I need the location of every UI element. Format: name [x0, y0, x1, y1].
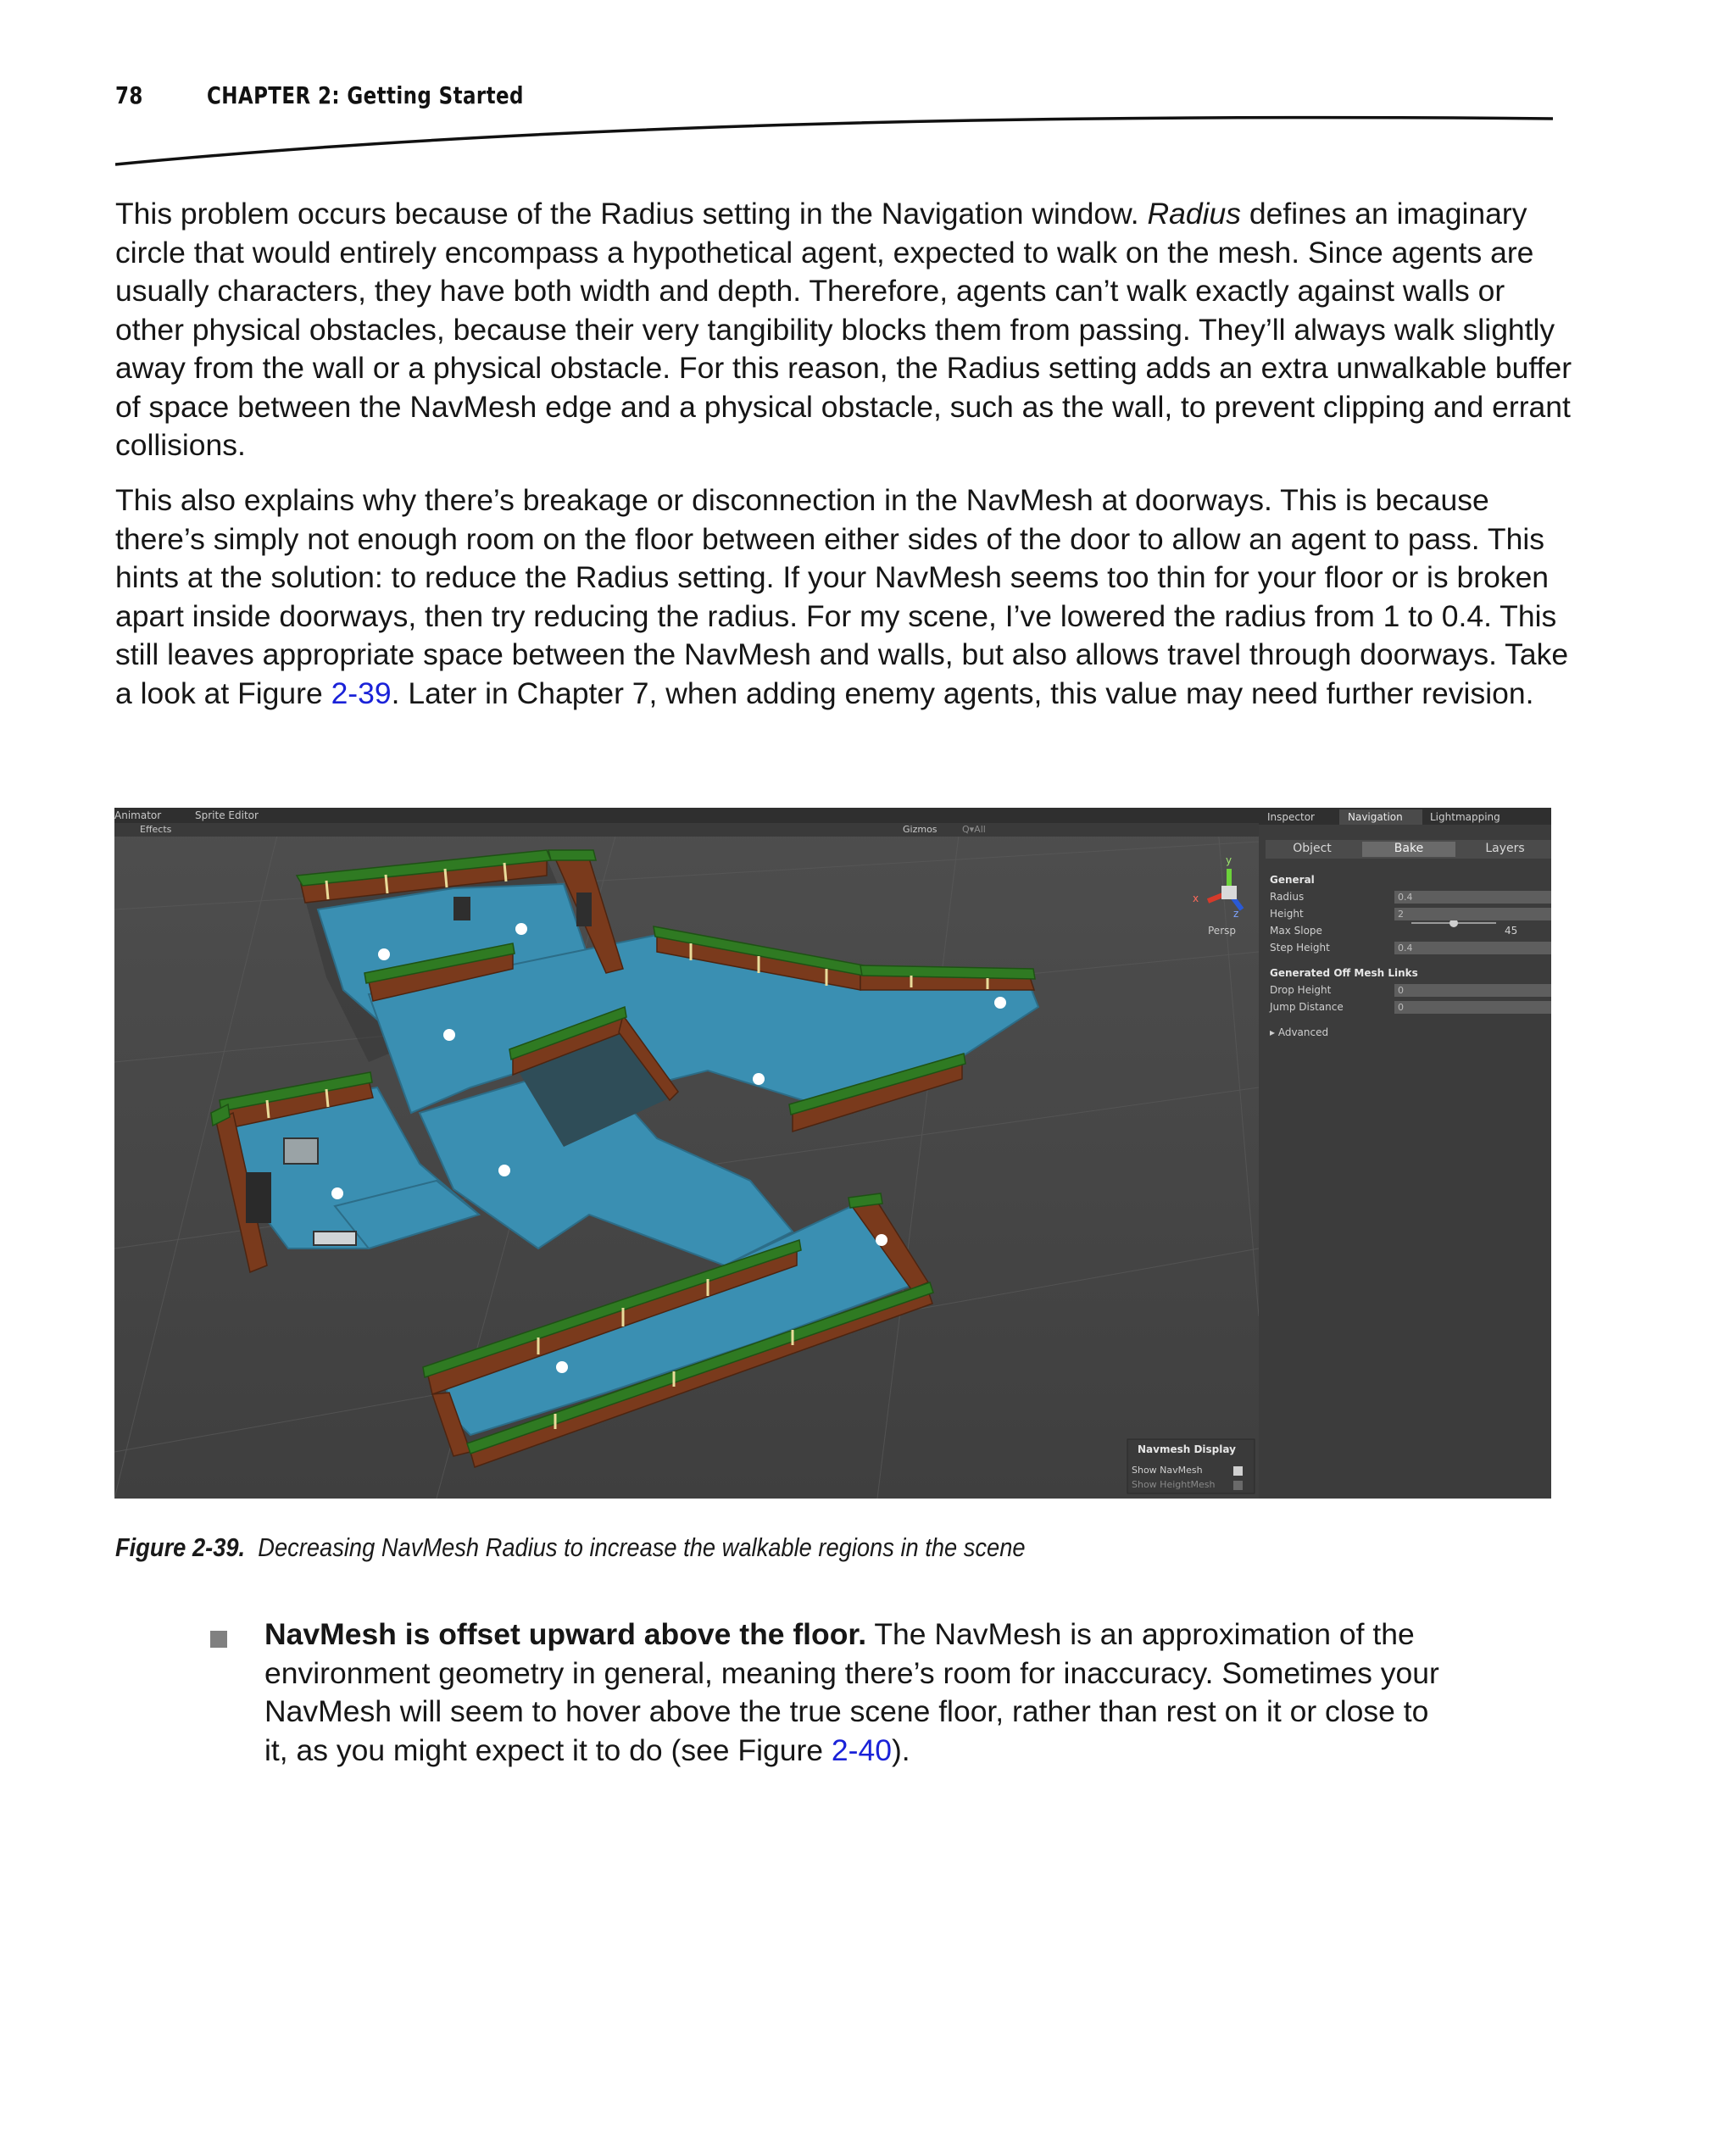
height-label: Height [1270, 908, 1304, 920]
caption-label: Figure 2-39. [115, 1532, 246, 1562]
navmesh-display-title: Navmesh Display [1138, 1443, 1236, 1455]
effects-dropdown[interactable]: Effects [140, 824, 172, 835]
p1-text-a: This problem occurs because of the Radius setting in the Navigation window. [115, 197, 1148, 231]
max-slope-label: Max Slope [1270, 925, 1322, 937]
show-navmesh-checkbox[interactable] [1233, 1466, 1243, 1476]
advanced-foldout[interactable] [1270, 1026, 1328, 1038]
figure-unity-navmesh-screenshot [114, 808, 1551, 1499]
height-field[interactable]: 2 [1394, 908, 1551, 920]
running-header [115, 81, 1556, 183]
bullet-text-a: The NavMesh is an approximation of the environment geometry in general, meaning there’s room for inaccuracy. Sometimes your NavMesh will seem to hover above the true scene floor, rather than rest on it or close to it, as you might expect it to do (see Figure [264, 1617, 1439, 1767]
p1-term-radius: Radius [1147, 197, 1242, 231]
navigation-tab[interactable]: Navigation [1348, 811, 1403, 823]
figure-2-39-link[interactable]: 2-39 [331, 676, 392, 710]
p2-text-a: This also explains why there’s breakage or disconnection in the NavMesh at doorways. This is because there’s simply not enough room on the floor between either sides of the door to allow an agent to pass. This hints at the solution: to reduce the Radius setting. If your NavMesh seems too thin for your floor or is broken apart inside doorways, then try reducing the radius. For my scene, I’ve lowered the radius from 1 to 0.4. This still leaves appropriate space between the NavMesh and walls, but also allows travel through doorways. Take a look at Figure [115, 483, 1569, 710]
show-heightmesh-checkbox[interactable] [1233, 1481, 1243, 1490]
p2-text-b: . Later in Chapter 7, when adding enemy agents, this value may need further revision. [391, 676, 1534, 710]
figure-caption [115, 1532, 1026, 1563]
gizmos-dropdown[interactable]: Gizmos [903, 824, 938, 835]
bullet-lead: NavMesh is offset upward above the floor. [264, 1617, 867, 1651]
header-swoosh-rule [115, 107, 1556, 175]
tab-animator[interactable]: Animator [114, 809, 162, 821]
show-heightmesh-label: Show HeightMesh [1132, 1479, 1216, 1490]
nav-tab-layers[interactable]: Layers [1485, 842, 1525, 855]
p1-text-b: defines an imaginary circle that would entirely encompass a hypothetical agent, expected to walk on the mesh. Since agents are usually characters, they have both width and depth. Therefore, agents can’t walk exactly against walls or other physical obstacles, because their very tangibility blocks them from passing. They’ll always walk slightly away from the wall or a physical obstacle. For this reason, the Radius setting adds an extra unwalkable buffer of space between the NavMesh edge and a physical obstacle, such as the wall, to prevent clipping and errant collisions. [115, 197, 1572, 462]
jump-distance-field[interactable]: 0 [1394, 1001, 1551, 1014]
triangle-right-icon: ▸ [1270, 1026, 1278, 1038]
nav-tab-bake[interactable]: Bake [1394, 842, 1424, 855]
scene-viewport-drawing [114, 808, 1551, 1499]
tab-sprite-editor[interactable]: Sprite Editor [195, 809, 259, 821]
advanced-label: Advanced [1277, 1026, 1329, 1038]
drop-height-field[interactable]: 0 [1394, 984, 1551, 997]
perspective-toggle[interactable]: Persp [1208, 925, 1236, 937]
body-paragraph-2 [115, 481, 1573, 713]
scene-search-input[interactable]: Q▾All [962, 824, 986, 835]
chapter-title: CHAPTER 2: Getting Started [207, 81, 524, 109]
figure-2-40-link[interactable]: 2-40 [831, 1732, 892, 1767]
offmesh-heading: Generated Off Mesh Links [1270, 967, 1418, 979]
step-height-field[interactable]: 0.4 [1394, 942, 1551, 954]
lightmapping-tab[interactable]: Lightmapping [1430, 811, 1500, 823]
step-height-label: Step Height [1270, 942, 1330, 954]
show-navmesh-label: Show NavMesh [1132, 1465, 1203, 1476]
bullet-item [264, 1615, 1451, 1770]
jump-distance-label: Jump Distance [1270, 1001, 1344, 1013]
gizmo-x-label: x [1193, 893, 1199, 904]
general-heading: General [1270, 874, 1315, 886]
max-slope-value[interactable]: 45 [1505, 925, 1518, 937]
body-paragraph-1 [115, 195, 1573, 465]
radius-field[interactable]: 0.4 [1394, 891, 1551, 904]
gizmo-y-label: y [1226, 854, 1232, 866]
radius-label: Radius [1270, 891, 1305, 903]
inspector-tab[interactable]: Inspector [1267, 811, 1315, 823]
caption-text: Decreasing NavMesh Radius to increase the walkable regions in the scene [258, 1532, 1026, 1562]
bullet-text-b: ). [891, 1732, 910, 1767]
nav-tab-object[interactable]: Object [1293, 842, 1332, 855]
gizmo-z-label: z [1233, 908, 1239, 920]
bullet-square-icon [210, 1631, 227, 1648]
page-number: 78 [115, 81, 143, 109]
drop-height-label: Drop Height [1270, 984, 1332, 996]
